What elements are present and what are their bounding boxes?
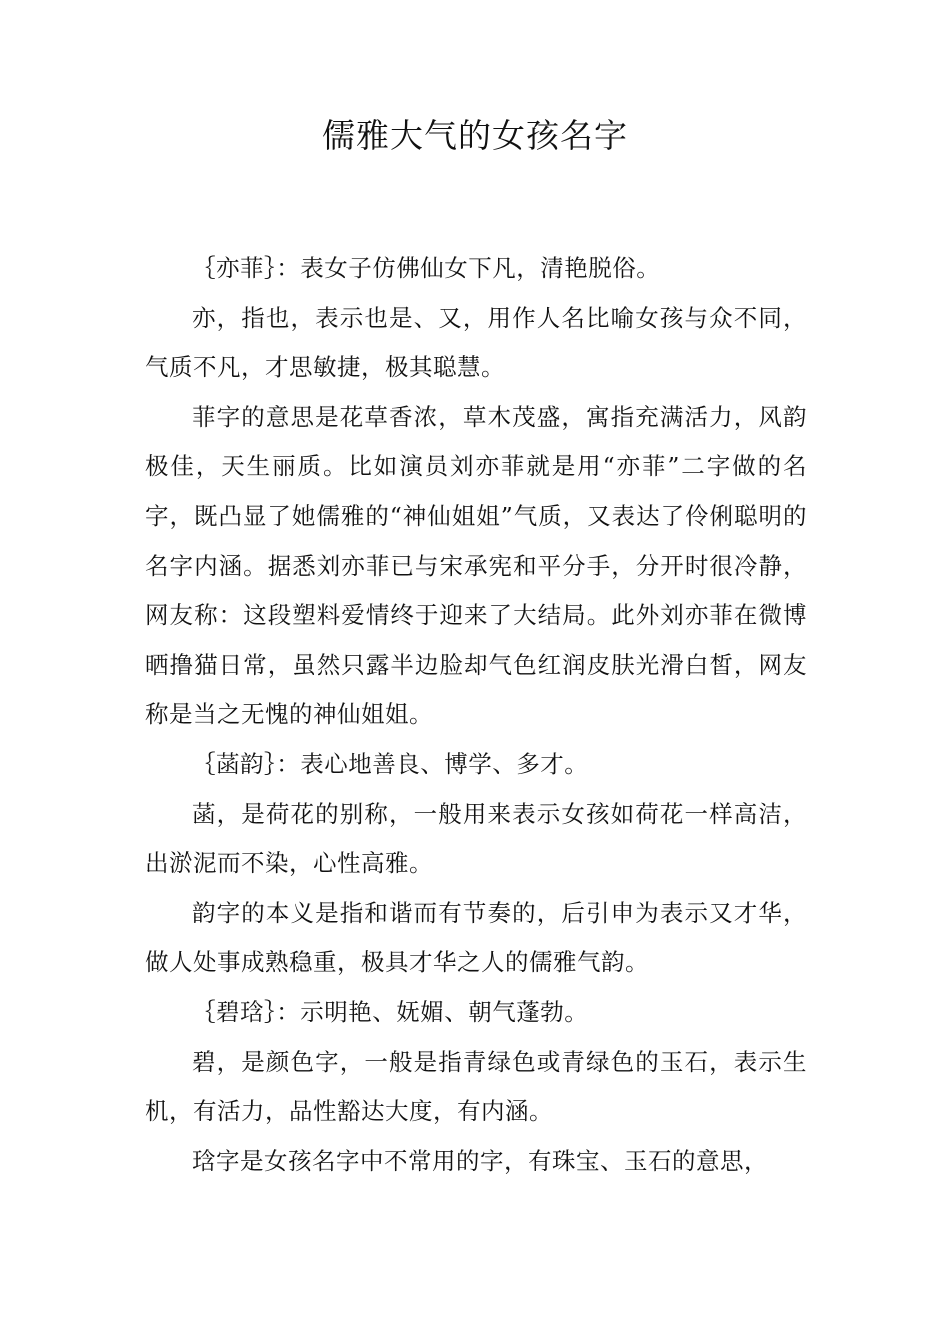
paragraph-hanyun-heading: ｛菡韵｝：表心地善良、博学、多才。 <box>192 749 589 778</box>
paragraph-yun-meaning: 韵字的本义是指和谐而有节奏的，后引申为表示又才华，做人处事成熟稳重，极具才华之人的儒雅气韵。 <box>145 898 807 977</box>
paragraph-yi-meaning: 亦，指也，表示也是、又，用作人名比喻女孩与众不同，气质不凡，才思敏捷，极其聪慧。 <box>145 303 807 382</box>
paragraph-fei-meaning: 菲字的意思是花草香浓，草木茂盛，寓指充满活力，风韵极佳，天生丽质。比如演员刘亦菲就是用“亦菲”二字做的名字，既凸显了她儒雅的“神仙姐姐”气质，又表达了伶俐聪明的名字内涵。据悉刘亦菲已与宋承宪和平分手，分开时很冷静，网友称：这段塑料爱情终于迎来了大结局。此外刘亦菲在微博晒撸猫日常，虽然只露半边脸却气色红润皮肤光滑白皙，网友称是当之无愧的神仙姐姐。 <box>145 402 807 729</box>
paragraph-han-meaning: 菡，是荷花的别称，一般用来表示女孩如荷花一样高洁，出淤泥而不染，心性高雅。 <box>145 799 807 878</box>
paragraph-yifei-heading: ｛亦菲｝：表女子仿佛仙女下凡，清艳脱俗。 <box>192 254 661 282</box>
document-body <box>145 244 807 1186</box>
paragraph-han-jade-meaning: 琀字是女孩名字中不常用的字，有珠宝、玉石的意思， <box>192 1146 768 1175</box>
document-title: 儒雅大气的女孩名字 <box>322 116 628 155</box>
paragraph-bihan-heading: ｛碧琀｝：示明艳、妩媚、朝气蓬勃。 <box>192 997 589 1026</box>
paragraph-bi-meaning: 碧，是颜色字，一般是指青绿色或青绿色的玉石，表示生机，有活力，品性豁达大度，有内涵。 <box>145 1047 807 1126</box>
